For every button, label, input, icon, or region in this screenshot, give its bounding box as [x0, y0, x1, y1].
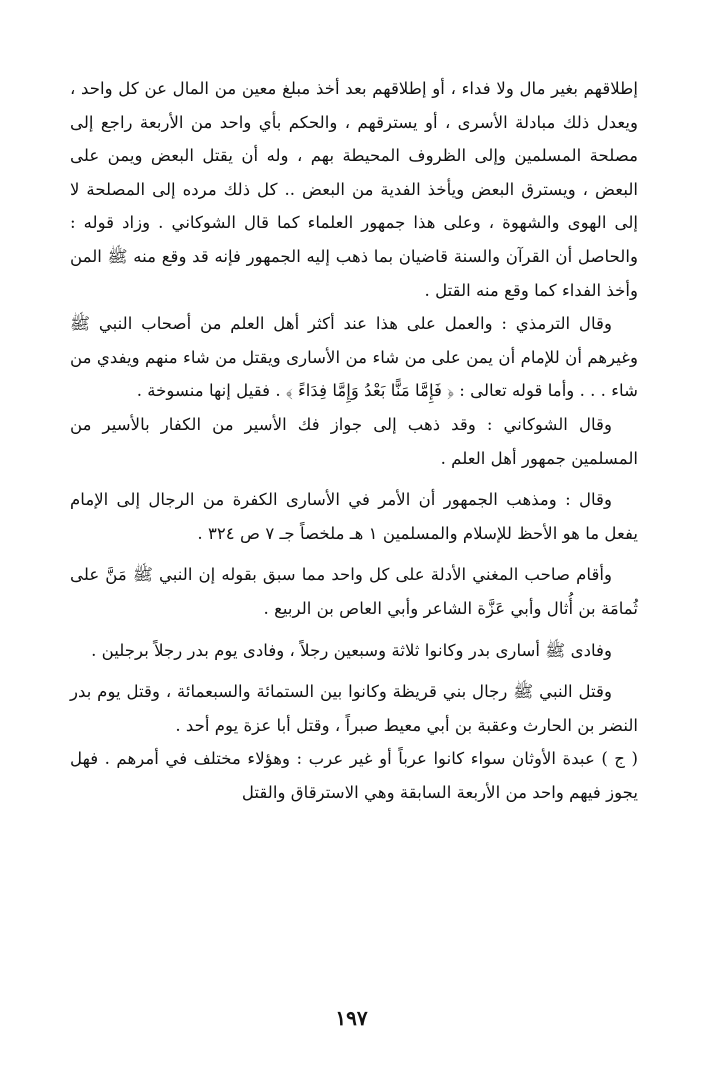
paragraph-gap [70, 475, 638, 483]
paragraph-gap [70, 626, 638, 634]
paragraph-gap [70, 550, 638, 558]
page-body [70, 72, 638, 809]
page-number: ١٩٧ [335, 1006, 368, 1030]
paragraph-8: ( ج ) عبدة الأوثان سواء كانوا عرباً أو غير عرب : وهؤلاء مختلف في أمرهم . فهل يجوز فيهم واحد من الأربعة السابقة وهي الاسترقاق والقتل [70, 749, 638, 802]
paragraph-5: وأقام صاحب المغني الأدلة على كل واحد مما سبق بقوله إن النبي ﷺ مَنَّ على ثُمامَة بن أُثال وأبي عَزَّة الشاعر وأبي العاص بن الربيع . [70, 565, 638, 618]
paragraph-6: وفادى ﷺ أسارى بدر وكانوا ثلاثة وسبعين رجلاً ، وفادى يوم بدر رجلاً برجلين . [91, 640, 612, 660]
paragraph-4: وقال : ومذهب الجمهور أن الأمر في الأسارى الكفرة من الرجال إلى الإمام يفعل ما هو الأحظ للإسلام والمسلمين ١ هـ ملخصاً جـ ٧ ص ٣٢٤ . [70, 490, 638, 543]
paragraph-gap [70, 667, 638, 675]
paragraph-7: وقتل النبي ﷺ رجال بني قريظة وكانوا بين الستمائة والسبعمائة ، وقتل يوم بدر النضر بن الحارث وعقبة بن أبي معيط صبراً ، وقتل أبا عزة يوم أحد . [70, 682, 638, 735]
paragraph-2: وقال الترمذي : والعمل على هذا عند أكثر أهل العلم من أصحاب النبي ﷺ وغيرهم أن للإمام أن يمن على من شاء من الأسارى ويقتل من شاء منهم ويفدي من شاء . . . وأما قوله تعالى : ﴿ فَإِمَّا مَنًّا بَعْدُ وَإِمَّا فِدَاءً ﴾ . فقيل إنها منسوخة . [70, 314, 639, 401]
paragraph-3: وقال الشوكاني : وقد ذهب إلى جواز فك الأسير من الكفار بالأسير من المسلمين جمهور أهل العلم . [70, 414, 638, 468]
paragraph-1: إطلاقهم بغير مال ولا فداء ، أو إطلاقهم بعد أخذ مبلغ معين من المال عن كل واحد ، ويعدل ذلك مبادلة الأسرى ، أو يسترقهم ، والحكم بأي واحد من الأربعة راجع إلى مصلحة المسلمين وإلى الظروف المحيطة بهم ، وله أن يقتل البعض ويمن على البعض ، ويسترق البعض ويأخذ الفدية من البعض .. كل ذلك مرده إلى المصلحة لا إلى الهوى والشهوة ، وعلى هذا جمهور العلماء كما قال الشوكاني . وزاد قوله : والحاصل أن القرآن والسنة قاضيان بما ذهب إليه الجمهور فإنه قد وقع منه ﷺ المن وأخذ الفداء كما وقع منه القتل . [70, 79, 638, 300]
